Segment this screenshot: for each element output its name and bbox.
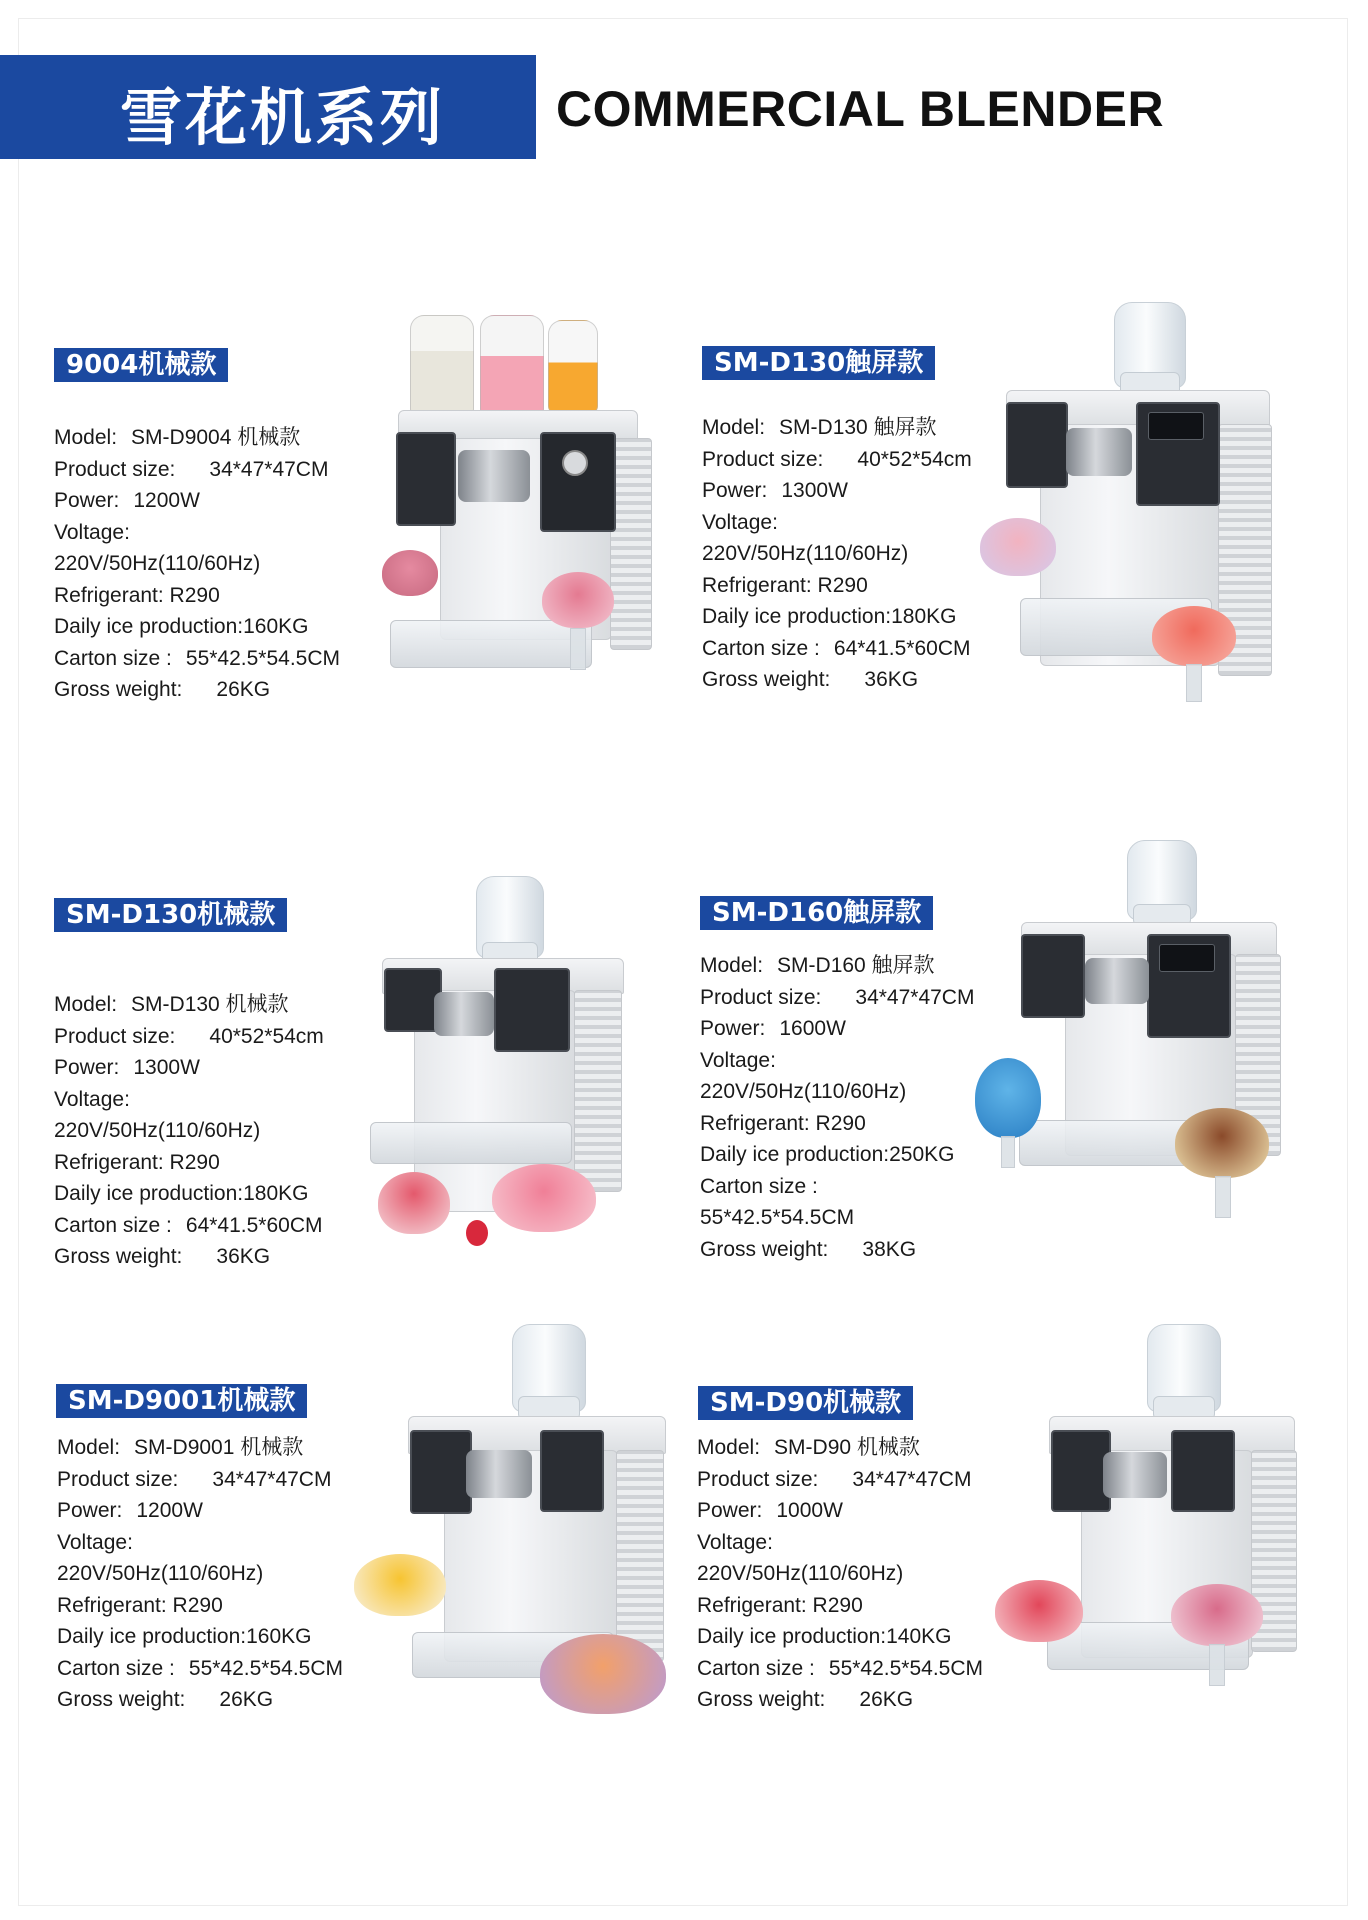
daily-label: Daily ice production: (54, 1182, 244, 1205)
voltage-value: 220V/50Hz(110/60Hz) (697, 1562, 904, 1585)
gross-label: Gross weight: (700, 1237, 829, 1261)
carton-label: Carton size : (54, 1213, 172, 1237)
daily-label: Daily ice production: (54, 615, 244, 638)
refrigerant: Refrigerant: R290 (54, 1150, 220, 1174)
model-label: Model: (54, 426, 118, 449)
spec-list (57, 1432, 343, 1716)
power-value: 1200W (136, 1499, 203, 1522)
voltage-value: 220V/50Hz(110/60Hz) (54, 552, 261, 575)
model-value: SM-D130 机械款 (131, 993, 289, 1016)
size-value: 34*47*47CM (855, 985, 975, 1009)
size-value: 34*47*47CM (212, 1467, 332, 1491)
gross-value: 26KG (216, 678, 271, 701)
refrigerant: Refrigerant: R290 (54, 583, 220, 607)
daily-value: 160KG (246, 1625, 312, 1648)
voltage-label: Voltage: (702, 510, 778, 534)
power-label: Power: (54, 1056, 120, 1079)
daily-label: Daily ice production: (702, 605, 892, 628)
model-value: SM-D130 触屏款 (779, 416, 937, 439)
power-label: Power: (57, 1499, 123, 1522)
gross-label: Gross weight: (54, 1245, 183, 1268)
voltage-label: Voltage: (54, 1087, 130, 1111)
model-label: Model: (697, 1436, 761, 1459)
power-value: 1600W (779, 1017, 846, 1040)
spec-list (702, 412, 972, 696)
gross-label: Gross weight: (54, 678, 183, 701)
product-image-sm-d9001 (350, 1322, 680, 1722)
model-value: SM-D9004 机械款 (131, 426, 301, 449)
page-title-english: COMMERCIAL BLENDER (556, 81, 1165, 137)
voltage-value: 220V/50Hz(110/60Hz) (54, 1119, 261, 1142)
product-tag: 9004机械款 (54, 348, 228, 382)
carton-label: Carton size : (700, 1174, 818, 1198)
product-image-sm-d9004 (380, 310, 680, 700)
model-value: SM-D9001 机械款 (134, 1436, 304, 1459)
product-image-sm-d130-touch (980, 298, 1300, 718)
product-image-sm-d90 (995, 1322, 1305, 1722)
carton-value: 55*42.5*54.5CM (188, 1656, 343, 1680)
daily-label: Daily ice production: (697, 1625, 887, 1648)
refrigerant: Refrigerant: R290 (57, 1593, 223, 1617)
carton-value: 55*42.5*54.5CM (700, 1206, 855, 1229)
product-tag: SM-D130触屏款 (702, 346, 935, 380)
size-value: 34*47*47CM (209, 457, 329, 481)
power-value: 1300W (781, 479, 848, 502)
power-label: Power: (697, 1499, 763, 1522)
product-tag: SM-D9001机械款 (56, 1384, 307, 1418)
daily-value: 250KG (889, 1143, 955, 1166)
size-label: Product size: (702, 447, 824, 471)
gross-value: 36KG (216, 1245, 271, 1268)
daily-value: 180KG (891, 605, 957, 628)
size-label: Product size: (700, 985, 822, 1009)
daily-value: 160KG (243, 615, 309, 638)
daily-label: Daily ice production: (57, 1625, 247, 1648)
size-label: Product size: (54, 1024, 176, 1048)
power-label: Power: (700, 1017, 766, 1040)
product-image-sm-d160-touch (975, 838, 1295, 1258)
size-value: 34*47*47CM (852, 1467, 972, 1491)
voltage-label: Voltage: (700, 1048, 776, 1072)
gross-value: 26KG (219, 1688, 274, 1711)
power-value: 1000W (776, 1499, 843, 1522)
daily-value: 140KG (886, 1625, 952, 1648)
spec-list (697, 1432, 983, 1716)
spec-list (54, 989, 324, 1273)
voltage-label: Voltage: (697, 1530, 773, 1554)
model-label: Model: (700, 954, 764, 977)
carton-label: Carton size : (702, 636, 820, 660)
power-value: 1200W (133, 489, 200, 512)
power-label: Power: (702, 479, 768, 502)
gross-label: Gross weight: (57, 1688, 186, 1711)
voltage-label: Voltage: (57, 1530, 133, 1554)
model-label: Model: (54, 993, 118, 1016)
size-label: Product size: (54, 457, 176, 481)
refrigerant: Refrigerant: R290 (702, 573, 868, 597)
gross-label: Gross weight: (702, 668, 831, 691)
power-value: 1300W (133, 1056, 200, 1079)
spec-list (700, 950, 974, 1265)
gross-label: Gross weight: (697, 1688, 826, 1711)
gross-value: 36KG (864, 668, 919, 691)
voltage-value: 220V/50Hz(110/60Hz) (57, 1562, 264, 1585)
carton-value: 64*41.5*60CM (185, 1213, 323, 1237)
daily-value: 180KG (243, 1182, 309, 1205)
product-tag: SM-D130机械款 (54, 898, 287, 932)
voltage-label: Voltage: (54, 520, 130, 544)
carton-value: 55*42.5*54.5CM (828, 1656, 983, 1680)
carton-label: Carton size : (697, 1656, 815, 1680)
daily-label: Daily ice production: (700, 1143, 890, 1166)
refrigerant: Refrigerant: R290 (700, 1111, 866, 1135)
power-label: Power: (54, 489, 120, 512)
product-tag: SM-D160触屏款 (700, 896, 933, 930)
size-value: 40*52*54cm (209, 1024, 324, 1048)
carton-label: Carton size : (54, 646, 172, 670)
model-label: Model: (702, 416, 766, 439)
carton-value: 55*42.5*54.5CM (185, 646, 340, 670)
refrigerant: Refrigerant: R290 (697, 1593, 863, 1617)
size-label: Product size: (57, 1467, 179, 1491)
spec-list (54, 422, 340, 706)
carton-label: Carton size : (57, 1656, 175, 1680)
voltage-value: 220V/50Hz(110/60Hz) (702, 542, 909, 565)
model-label: Model: (57, 1436, 121, 1459)
page-title-chinese: 雪花机系列 (120, 81, 446, 154)
gross-value: 38KG (862, 1237, 917, 1261)
model-value: SM-D160 触屏款 (777, 954, 935, 977)
size-value: 40*52*54cm (857, 447, 972, 471)
voltage-value: 220V/50Hz(110/60Hz) (700, 1080, 907, 1103)
gross-value: 26KG (859, 1688, 914, 1711)
size-label: Product size: (697, 1467, 819, 1491)
product-tag: SM-D90机械款 (698, 1386, 913, 1420)
carton-value: 64*41.5*60CM (833, 636, 971, 660)
model-value: SM-D90 机械款 (774, 1436, 920, 1459)
product-image-sm-d130-mech (370, 872, 640, 1272)
